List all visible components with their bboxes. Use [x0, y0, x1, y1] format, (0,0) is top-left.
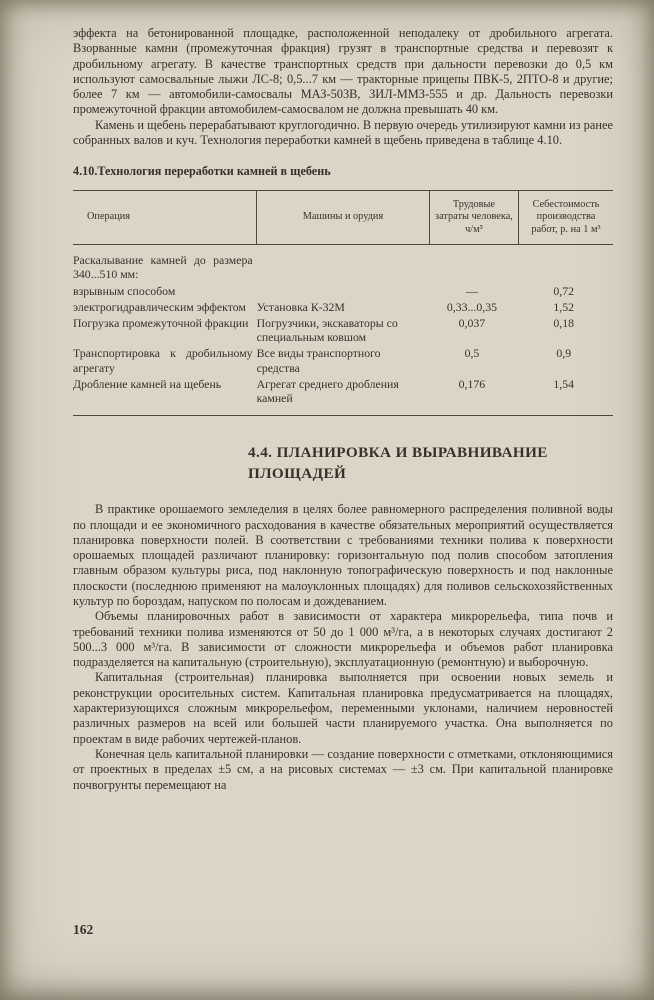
table-row — [73, 299, 613, 315]
cell-machines — [257, 283, 430, 299]
table-row — [73, 345, 613, 375]
cell-machines: Установка К-32М — [256, 299, 345, 314]
page-number: 162 — [73, 922, 94, 937]
table-title: 4.10.Технология переработки камней в щебень — [73, 164, 331, 179]
header-operation: Операция — [73, 190, 257, 245]
section-heading-line1: 4.4. ПЛАНИРОВКА И ВЫРАВНИВАНИЕ — [248, 444, 548, 462]
cell-labor: 0,5 — [464, 346, 480, 361]
cell-machines — [257, 245, 430, 283]
cell-operation: электрогидравлическим эффектом — [73, 299, 246, 314]
section-paragraph-1: В практике орошаемого земледелия в целях более равномерного распределения поливной воды по площади и ее экономичного расходования в качестве обязательных мероприятий осуществляется планировка поверхности полей. В соответствии с требованиями техники полива к поверхности орошаемых площадей различают планировку: горизонтальную под полив способом затопления главным образом культуры риса, под наклонную топографическую поверхность и под наклонные плоскости (последнюю применяют на малоуклонных площадях) для поливов сельскохозяйственных культур по бороздам, напуском по полосам и дождеванием. — [73, 502, 613, 608]
cell-cost: 0,9 — [556, 346, 572, 361]
intro-paragraph-1: эффекта на бетонированной площадке, расположенной неподалеку от дробильного агрегата. Взорванные камни (промежуточная фракция) грузят в транспортные средства и перевозят к дробильному агрегату. В качестве транспортных средств при дальности перевозки до 0,5 км используют самосвальные лыжи ЛС-8; 0,5...7 км — тракторные прицепы ПВК-5, 2ПТО-8 и другие; более 7 км — автомобили-самосвалы МАЗ-503В, ЗИЛ-ММЗ-555 и др. Дальность перевозки промежуточной фракции автомобилем-самосвалом не должна превышать 40 км. — [73, 26, 613, 117]
table-row — [73, 283, 613, 299]
section-heading-line2: ПЛОЩАДЕЙ — [248, 465, 347, 483]
table-body — [73, 245, 613, 416]
section-heading — [248, 442, 613, 484]
cell-operation: Транспортировка к дробильному агрегату — [73, 346, 253, 375]
cell-machines: Погрузчики, экскаваторы со специальным ковшом — [256, 315, 398, 345]
cell-cost: 0,72 — [553, 283, 575, 298]
cell-operation: Раскалывание камней до размера 340...510 мм: — [73, 253, 253, 282]
cell-cost: 0,18 — [553, 315, 575, 330]
cell-labor: 0,176 — [458, 376, 486, 391]
header-cost: Себестоимость производства работ, р. на 1 м³ — [518, 190, 613, 245]
section-paragraph-4: Конечная цель капитальной планировки — создание поверхности с отметками, отклоняющимися от проектных в пределах ±5 см, а на рисовых системах — ±3 см. При капитальной планировке почвогрунты перемещают на — [73, 746, 613, 792]
cell-labor: 0,037 — [458, 315, 486, 330]
header-labor: Трудовые затраты человека, ч/м³ — [429, 190, 518, 245]
section-paragraph-3: Капитальная (строительная) планировка выполняется при освоении новых земель и реконструкции оросительных систем. Капитальная планировка предусматривается на площадях, характеризующихся сложным микрорельефом, переменными уклонами, наличием неровностей различных размеров на всей или большей части планируемого участка. Она выполняется по проектам в виде рабочих чертежей-планов. — [73, 670, 613, 746]
section-paragraph-2: Объемы планировочных работ в зависимости от характера микрорельефа, типа почв и требований техники полива изменяются от 50 до 1 000 м³/га, а в некоторых случаях достигают 2 500...3 000 м³/га. В зависимости от сложности микрорельефа и объемов работ планировка подразделяется на капитальную (строительную), эксплуатационную (ремонтную) и выборочную. — [73, 609, 613, 670]
cell-operation: Дробление камней на щебень — [73, 376, 222, 391]
table-row — [73, 245, 613, 283]
cell-labor — [429, 245, 518, 283]
cell-operation: взрывным способом — [73, 283, 176, 298]
cell-cost: 1,54 — [553, 376, 575, 391]
cell-labor: 0,33...0,35 — [446, 299, 497, 314]
cell-cost — [518, 245, 613, 283]
page-content — [73, 26, 613, 793]
header-machines: Машины и орудия — [257, 190, 430, 245]
table-row — [73, 315, 613, 345]
stone-processing-table — [73, 190, 613, 417]
cell-operation: Погрузка промежуточной фракции — [73, 315, 249, 330]
cell-machines: Агрегат среднего дробления камней — [256, 376, 399, 405]
table-header — [73, 190, 613, 245]
cell-labor: — — [466, 283, 478, 298]
cell-machines: Все виды транспортного средства — [256, 346, 381, 375]
cell-cost: 1,52 — [553, 299, 575, 314]
intro-paragraph-2: Камень и щебень перерабатывают круглогодично. В первую очередь утилизируют камни из ранее собранных валов и куч. Технология переработки камней в щебень приведена в таблице 4.10. — [73, 117, 613, 148]
table-row — [73, 376, 613, 416]
